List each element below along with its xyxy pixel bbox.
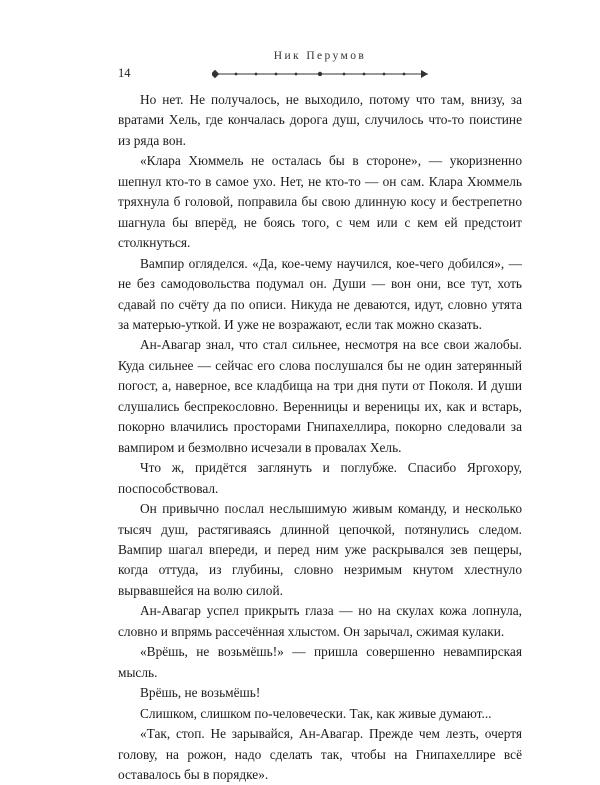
paragraph: Вампир огляделся. «Да, кое-чему научился, кое-чего добился», — не без самодовольства подумал он. Души — вон они, все тут, хоть сдавай по счёту да по описи. Никуда не деваются, идут, словно утята за матерью-уткой. И уже не возражают, если так можно сказать. (118, 255, 522, 332)
body-text (118, 90, 522, 785)
paragraph: Ан-Авагар знал, что стал сильнее, несмотря на все свои жалобы. Куда сильнее — сейчас его слова послушался бы не один затерянный погост, а, наверное, все кладбища на три дня пути от Поколя. И души слушались беспрекословно. Веренницы и вереницы их, как и встарь, покорно влачились просторами Гнипахеллира, покорно следовали за вампиром и безмолвно исчезали в провалах Хель. (118, 337, 522, 455)
paragraph: «Врёшь, не возьмёшь!» — пришла совершенно невампирская мысль. (118, 644, 522, 680)
paragraph: Что ж, придётся заглянуть и поглубже. Спасибо Яргохору, поспособствовал. (118, 460, 522, 496)
page-number: 14 (118, 66, 131, 80)
paragraph: «Так, стоп. Не зарывайся, Ан-Авагар. Прежде чем лезть, очертя голову, на рожон, надо сделать так, чтобы на Гнипахеллире всё оставалось бы в порядке». (118, 726, 522, 782)
header-ornament (212, 69, 428, 79)
paragraph: «Клара Хюммель не осталась бы в стороне», — укоризненно шепнул кто-то в самое ухо. Нет, не кто-то — он сам. Клара Хюммель тряхнула б головой, поправила бы свою длинную косу и бестрепетно шагнула бы вперёд, не боясь того, с чем или с кем ей предстоит столкнуться. (118, 153, 522, 251)
paragraph: Но нет. Не получалось, не выходило, потому что там, внизу, за вратами Хель, где кончалась дорога душ, случилось что-то поистине из ряда вон. (118, 92, 522, 148)
paragraph: Врёшь, не возьмёшь! (140, 685, 261, 701)
header-author: Ник Перумов (273, 50, 367, 62)
paragraph: Он привычно послал неслышимую живым команду, и несколько тысяч душ, растягиваясь длинной цепочкой, потянулись следом. Вампир шагал впереди, и перед ним уже раскрывался зев пещеры, когда оттуда, из глубины, словно незримым кнутом хлестнуло вырвавшейся на волю силой. (118, 501, 522, 598)
paragraph: Ан-Авагар успел прикрыть глаза — но на скулах кожа лопнула, словно и впрямь рассечённая хлыстом. Он зарычал, сжимая кулаки. (118, 603, 522, 639)
paragraph: Слишком, слишком по-человечески. Так, как живые думают... (140, 705, 492, 721)
